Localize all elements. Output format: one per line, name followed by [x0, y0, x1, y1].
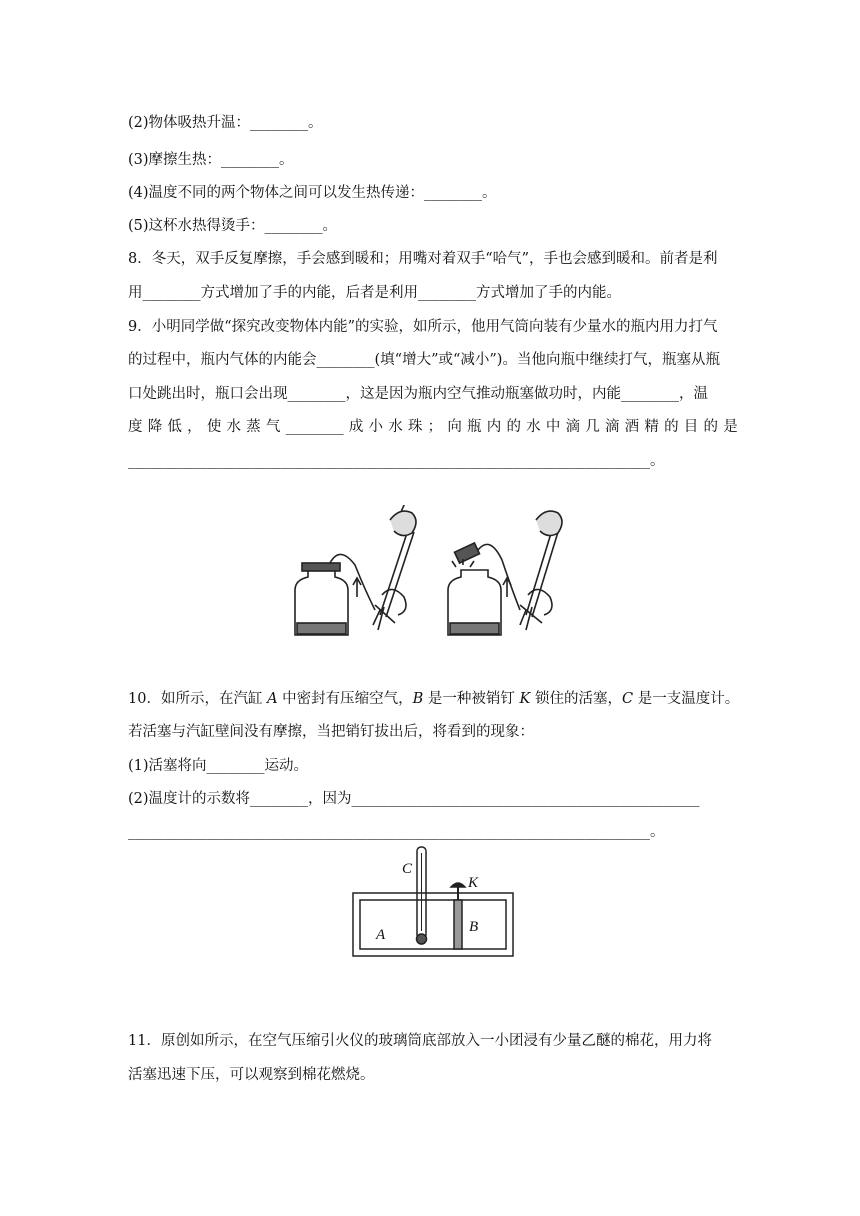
label-b: B	[469, 919, 479, 935]
text-fragment: 中	[545, 419, 561, 435]
question-9-line-1: 9．小明同学做“探究改变物体内能”的实验，如所示，他用气筒向装有少量水的瓶内用力打气	[128, 319, 718, 335]
text-fragment: 滴	[604, 419, 620, 435]
text-fragment: 滴	[565, 419, 581, 435]
label-c: C	[402, 861, 413, 877]
text-fragment: 的	[664, 419, 679, 435]
question-9-line-4	[128, 417, 738, 437]
text-fragment: 珠	[407, 419, 423, 435]
text-fragment: 酒	[624, 419, 640, 435]
question-9-line-2: 的过程中，瓶内气体的内能会________(填“增大”或“减小”)。当他向瓶中继续打气，瓶塞从瓶	[128, 352, 720, 368]
text-line: (3)摩擦生热：________。	[128, 152, 294, 168]
text-fragment: 内	[486, 419, 502, 435]
question-9-answer-line: ________________________________________________________________________。	[128, 453, 665, 469]
text-fragment: 小	[368, 419, 384, 435]
question-8-line-2: 用________方式增加了手的内能，后者是利用________方式增加了手的内能。	[128, 285, 621, 301]
question-11-line-1: 11．原创如所示，在空气压缩引火仪的玻璃筒底部放入一小团浸有少量乙醚的棉花，用力将	[128, 1033, 712, 1049]
text-fragment: 成	[348, 419, 364, 435]
question-10-line-1: 10．如所示，在汽缸 A 中密封有压缩空气，B 是一种被销钉 K 锁住的活塞，C 是一支温度计。	[128, 691, 740, 707]
text-line: (2)物体吸热升温：________。	[128, 115, 323, 131]
text-fragment: 水	[526, 419, 541, 435]
text-fragment: 的	[506, 419, 521, 435]
cylinder-figure	[350, 843, 520, 963]
question-9-line-3: 口处跳出时，瓶口会出现________，这是因为瓶内空气推动瓶塞做功时，内能________，温	[128, 386, 708, 402]
text-fragment: 水	[226, 419, 242, 435]
text-fragment: 几	[585, 419, 600, 435]
text-line: (4)温度不同的两个物体之间可以发生热传递：________。	[128, 185, 497, 201]
text-fragment: 目	[683, 419, 699, 435]
text-line: (5)这杯水热得烫手：________。	[128, 218, 338, 234]
text-fragment: 水	[388, 419, 403, 435]
text-fragment: ；	[427, 419, 443, 435]
text-fragment: 度	[128, 419, 143, 435]
text-fragment: 低	[167, 419, 182, 435]
text-fragment: 瓶	[467, 419, 482, 435]
text-fragment: 精	[644, 419, 659, 435]
text-fragment: 蒸	[246, 419, 261, 435]
text-fragment: ________	[285, 419, 344, 435]
text-fragment: 是	[723, 419, 738, 435]
text-fragment: 使	[206, 419, 222, 435]
question-10-line-4: (2)温度计的示数将________，因为________________________________________________	[128, 791, 700, 807]
label-a: A	[376, 927, 386, 943]
question-8-line-1: 8．冬天，双手反复摩擦，手会感到暖和；用嘴对着双手“哈气”，手也会感到暖和。前者是利	[128, 251, 718, 267]
question-10-line-3: (1)活塞将向________运动。	[128, 758, 309, 774]
text-fragment: 降	[147, 419, 163, 435]
text-fragment: 的	[703, 419, 718, 435]
text-fragment: ，	[187, 419, 202, 435]
question-10-line-2: 若活塞与汽缸壁间没有摩擦，当把销钉拔出后，将看到的现象：	[128, 724, 534, 740]
label-k: K	[468, 875, 479, 891]
question-11-line-2: 活塞迅速下压，可以观察到棉花燃烧。	[128, 1067, 375, 1083]
text-fragment: 向	[447, 419, 462, 435]
text-fragment: 气	[265, 419, 281, 435]
pump-bottle-figure	[280, 505, 580, 640]
question-10-answer-line: ________________________________________________________________________。	[128, 824, 665, 840]
